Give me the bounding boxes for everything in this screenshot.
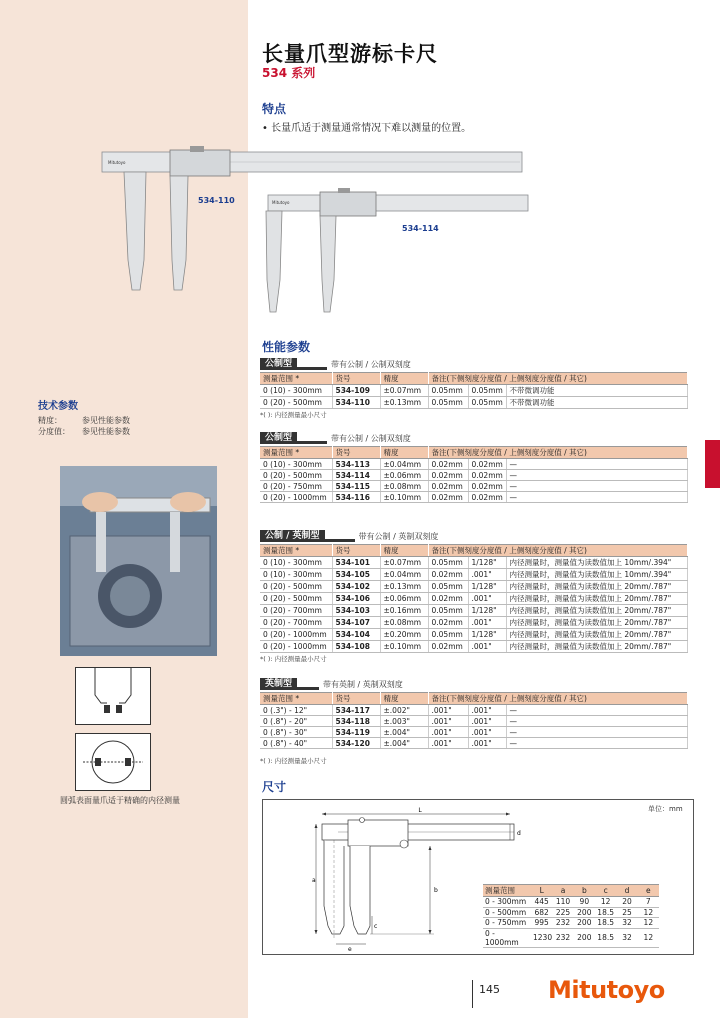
table-row: 0 (.8") - 40" 534-120 ±.004" .001" .001" — xyxy=(260,738,688,749)
table-row: 0 (20) - 750mm 534-115 ±0.08mm 0.02mm 0.02mm — xyxy=(260,481,688,492)
table-row: 0 (20) - 1000mm 534-104 ±0.20mm 0.05mm 1/128" 内径测量时，测量值为读数值加上 20mm/.787" xyxy=(260,629,688,641)
table-row: 0 (20) - 500mm 534-110 ±0.13mm 0.05mm 0.05mm 不带微调功能 xyxy=(260,397,688,409)
table-row: 0 (20) - 500mm 534-106 ±0.06mm 0.02mm .001" 内径测量时，测量值为读数值加上 20mm/.787" xyxy=(260,593,688,605)
table-row: 0 (10) - 300mm 534-105 ±0.04mm 0.02mm .001" 内径测量时，测量值为读数值加上 10mm/.394" xyxy=(260,569,688,581)
table-row: 0 (20) - 1000mm 534-116 ±0.10mm 0.02mm 0.02mm — xyxy=(260,492,688,503)
model-label-a: 534-110 xyxy=(198,196,235,205)
table-note-3: *( ): 内径测量最小尺寸 xyxy=(260,655,327,663)
table-row: 0 - 1000mm 1230 232 200 18.5 32 12 xyxy=(483,928,659,947)
features-text: • 长量爪适于测量通常情况下难以测量的位置。 xyxy=(262,123,472,134)
table-row: 0 (.3") - 12" 534-117 ±.002" .001" .001" — xyxy=(260,705,688,716)
table-row: 0 (10) - 300mm 534-109 ±0.07mm 0.05mm 0.05mm 不带微调功能 xyxy=(260,385,688,397)
table-row: 0 (10) - 300mm 534-113 ±0.04mm 0.02mm 0.02mm — xyxy=(260,459,688,470)
jaw-detail-sketch xyxy=(75,667,151,725)
series-label: 534 系列 xyxy=(262,66,316,80)
unit-label: 单位：mm xyxy=(648,805,683,813)
table-row: 0 (20) - 500mm 534-102 ±0.13mm 0.05mm 1/128" 内径测量时，测量值为读数值加上 20mm/.787" xyxy=(260,581,688,593)
spec-table-inch: 测量范围 * 货号 精度 备注(下侧刻度分度值 / 上侧刻度分度值 / 其它) 0 (.3") - 12" 534-117 ±.002" .001" .001" — 0 (.8") - 20" 534-118 ±.003" .001" .001" — 0 (.8") - 30" 534-119 ±.004" .001" .001" — 0 (.8") - 40" 534-120 ±.004" .001" .001" — xyxy=(260,692,688,749)
dim-label-a: a xyxy=(312,877,316,884)
sidebar-caption: 圆弧表面量爪适于精确的内径测量 xyxy=(60,796,180,805)
table-row: 0 (20) - 700mm 534-103 ±0.16mm 0.05mm 1/128" 内径测量时，测量值为读数值加上 20mm/.787" xyxy=(260,605,688,617)
dim-label-L: L xyxy=(418,807,422,814)
table-row: 0 (20) - 1000mm 534-108 ±0.10mm 0.02mm .001" 内径测量时，测量值为读数值加上 20mm/.787" xyxy=(260,641,688,653)
section-tag-metric-inch: 公制 / 英制型 带有公制 / 英制双刻度 xyxy=(260,530,438,542)
bore-detail-sketch xyxy=(75,733,151,791)
table-row: 0 (20) - 500mm 534-114 ±0.06mm 0.02mm 0.02mm — xyxy=(260,470,688,481)
footer-divider xyxy=(472,980,473,1008)
usage-photo xyxy=(60,466,217,656)
dim-label-b: b xyxy=(434,887,438,894)
table-row: 0 (20) - 700mm 534-107 ±0.08mm 0.02mm .001" 内径测量时，测量值为读数值加上 20mm/.787" xyxy=(260,617,688,629)
caliper-illustration xyxy=(100,140,530,320)
dim-label-e: e xyxy=(348,946,352,952)
spec-table-metric-inch: 测量范围 * 货号 精度 备注(下侧刻度分度值 / 上侧刻度分度值 / 其它) 0 (10) - 300mm 534-101 ±0.07mm 0.05mm 1/128" 内径测量时，测量值为读数值加上 10mm/.394" 0 (10) - 300mm 534-105 ±0.04mm 0.02mm .001" 内径测量时，测量值为读数值加上 10mm/.394" 0 (20) - 500mm 534-102 ±0.13mm 0.05mm 1/128" 内径测量时，测量值为读数值加上 20mm/.787" 0 (20) - 500mm 534-106 ±0.06mm 0.02mm .001" 内径测量时，测量值为读数值加上 20mm/.787" 0 (20) - 700mm 534-103 ±0.16mm 0.05mm 1/128" 内径测量时，测量值为读数值加上 20mm/.787" 0 (20) - 700mm 534-107 ±0.08mm 0.02mm .001" 内径测量时，测量值为读数值加上 20mm/.787" 0 (20) - 1000mm 534-104 ±0.20mm 0.05mm 1/128" 内径测量时，测量值为读数值加上 20mm/.787" 0 (20) - 1000mm 534-108 ±0.10mm 0.02mm .001" 内径测量时，测量值为读数值加上 20mm/.787" xyxy=(260,544,688,653)
brand-mark-b: Mitutoyo xyxy=(272,200,290,205)
section-tag-metric-1: 公制型 带有公制 / 公制双刻度 xyxy=(260,358,411,370)
table-note-4: *( ): 内径测量最小尺寸 xyxy=(260,757,327,765)
tech-spec-heading: 技术参数 xyxy=(38,401,78,412)
dimensions-heading: 尺寸 xyxy=(262,780,287,794)
chapter-tab xyxy=(705,440,720,488)
page-number: 145 xyxy=(479,983,500,996)
table-row: 0 (.8") - 30" 534-119 ±.004" .001" .001" — xyxy=(260,727,688,738)
table-row: 0 - 300mm 445 110 90 12 20 7 xyxy=(483,897,659,908)
spec-resolution: 分度值： 参见性能参数 xyxy=(38,427,130,436)
brand-logo: Mitutoyo xyxy=(548,976,665,1004)
spec-accuracy: 精度： 参见性能参数 xyxy=(38,416,130,425)
dim-label-d: d xyxy=(517,830,521,837)
dim-label-c: c xyxy=(374,923,378,930)
table-row: 0 - 750mm 995 232 200 18.5 32 12 xyxy=(483,918,659,929)
spec-table-metric-1: 测量范围 * 货号 精度 备注(下侧刻度分度值 / 上侧刻度分度值 / 其它) 0 (10) - 300mm 534-109 ±0.07mm 0.05mm 0.05mm 不带微调功能 0 (20) - 500mm 534-110 ±0.13mm 0.05mm 0.05mm 不带微调功能 xyxy=(260,372,688,409)
table-note-1: *( ): 内径测量最小尺寸 xyxy=(260,411,327,419)
brand-mark-a: Mitutoyo xyxy=(108,160,126,165)
table-row: 0 (.8") - 20" 534-118 ±.003" .001" .001" — xyxy=(260,716,688,727)
page-title: 长量爪型游标卡尺 xyxy=(262,42,438,66)
features-heading: 特点 xyxy=(262,102,287,116)
table-row: 0 (10) - 300mm 534-101 ±0.07mm 0.05mm 1/128" 内径测量时，测量值为读数值加上 10mm/.394" xyxy=(260,557,688,569)
spec-table-metric-2: 测量范围 * 货号 精度 备注(下侧刻度分度值 / 上侧刻度分度值 / 其它) 0 (10) - 300mm 534-113 ±0.04mm 0.02mm 0.02mm — 0 (20) - 500mm 534-114 ±0.06mm 0.02mm 0.02mm — 0 (20) - 750mm 534-115 ±0.08mm 0.02mm 0.02mm — 0 (20) - 1000mm 534-116 ±0.10mm 0.02mm 0.02mm — xyxy=(260,446,688,503)
model-label-b: 534-114 xyxy=(402,224,439,233)
table-row: 0 - 500mm 682 225 200 18.5 25 12 xyxy=(483,907,659,918)
section-tag-inch: 英制型 带有英制 / 英制双刻度 xyxy=(260,678,403,690)
performance-heading: 性能参数 xyxy=(262,340,311,354)
dimension-table: 测量范围 L a b c d e 0 - 300mm 445 110 90 12 20 7 0 - 500mm 682 225 200 18.5 25 12 0 - 750mm 995 232 200 18.5 32 12 0 - 1000mm 1230 232 200 18.5 32 12 xyxy=(483,884,659,948)
section-tag-metric-2: 公制型 带有公制 / 公制双刻度 xyxy=(260,432,411,444)
